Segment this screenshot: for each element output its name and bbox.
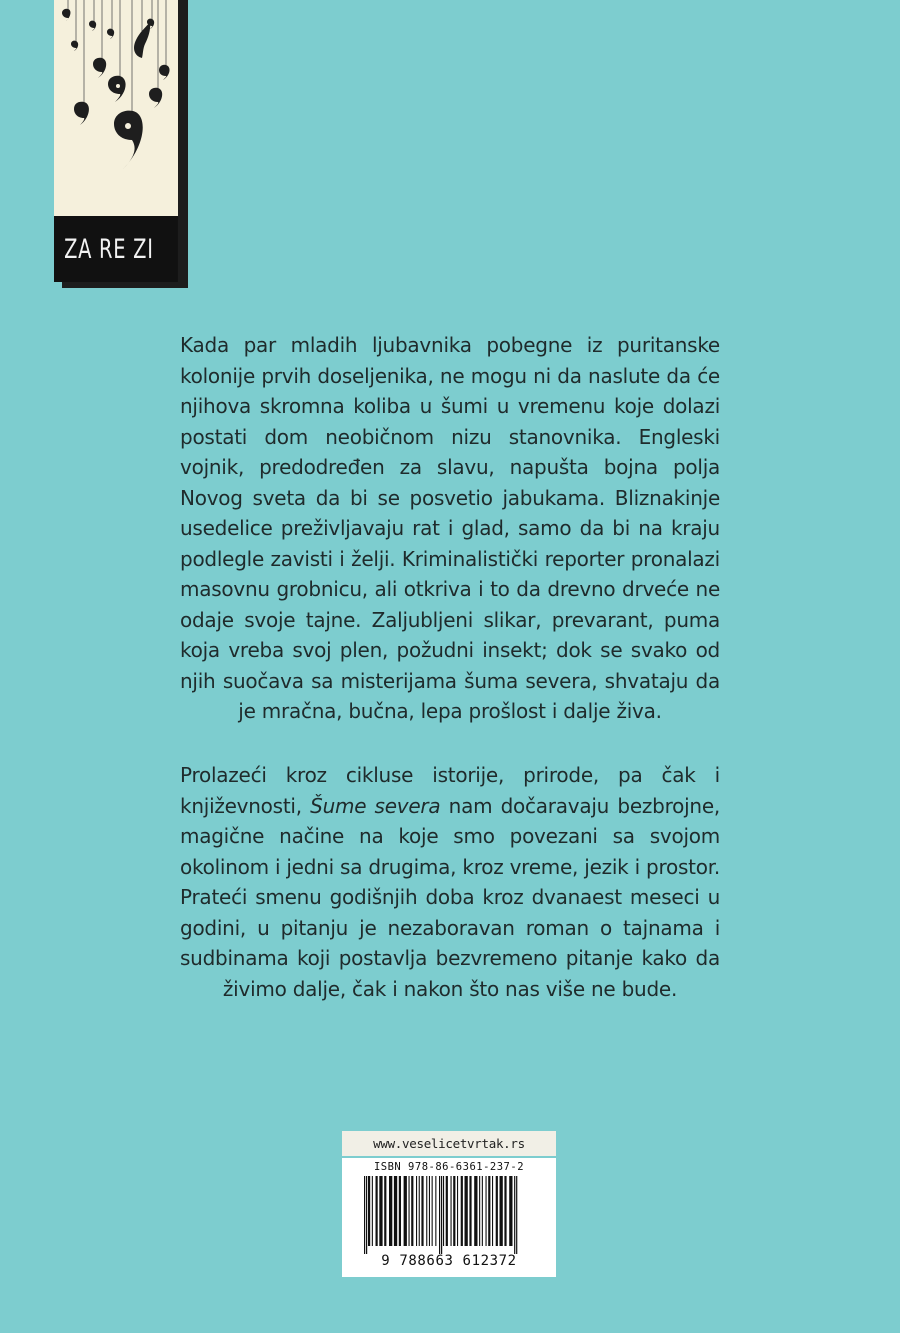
barcode-guard-bar bbox=[439, 1176, 440, 1254]
barcode-bar bbox=[419, 1176, 420, 1246]
blurb-paragraph-1: Kada par mladih ljubavnika pobegne iz puritanske kolonije prvih doseljenika, ne mogu ni da naslute da će njihova skromna koliba u šumi u vremenu koje dolazi postati dom neobičnom nizu stanovnika. Engleski vojnik, predodređen za slavu, napušta bojna polja Novog sveta da bi se posvetio jabukama. Bliznakinje usedelice preživljavaju rat i glad, samo da bi na kraju podlegle zavisti i želji. Kriminalistički reporter pronalazi masovnu grobnicu, ali otkriva i to da drevno drveće ne odaje svoje tajne. Zaljubljeni slikar, prevarant, puma koja vreba svoj plen, požudni insekt; dok se svako od njih suočava sa misterijama šuma severa, shvataju da je mračna, bučna, lepa prošlost i dalje živa. bbox=[180, 333, 720, 723]
barcode-bar bbox=[411, 1176, 413, 1246]
barcode-bar bbox=[421, 1176, 423, 1246]
barcode-bar bbox=[384, 1176, 386, 1246]
barcode-bar bbox=[399, 1176, 401, 1246]
barcode-bar bbox=[492, 1176, 493, 1246]
barcode-bar bbox=[394, 1176, 397, 1246]
blurb-paragraph-2 bbox=[180, 760, 720, 1004]
barcode-bar bbox=[372, 1176, 373, 1246]
barcode-bar bbox=[451, 1176, 452, 1246]
barcode-bar bbox=[504, 1176, 506, 1246]
barcode-bar bbox=[465, 1176, 468, 1246]
hanging-commas-icon bbox=[54, 0, 178, 216]
barcode-bar bbox=[500, 1176, 503, 1246]
barcode-bar bbox=[486, 1176, 487, 1246]
publisher-url[interactable]: www.veselicetvrtak.rs bbox=[342, 1131, 556, 1156]
barcode-bar bbox=[457, 1176, 458, 1246]
isbn-label: ISBN 978-86-6361-237-2 bbox=[373, 1161, 525, 1173]
barcode-panel bbox=[342, 1158, 556, 1277]
barcode-bar bbox=[416, 1176, 417, 1246]
barcode-bars bbox=[350, 1176, 548, 1254]
barcode-bar bbox=[389, 1176, 392, 1246]
barcode-guard-bar bbox=[366, 1176, 367, 1254]
barcode-bar bbox=[509, 1176, 512, 1246]
barcode-bar bbox=[409, 1176, 410, 1246]
barcode-bar bbox=[376, 1176, 378, 1246]
barcode-guard-bar bbox=[516, 1176, 517, 1254]
barcode-bar bbox=[469, 1176, 471, 1246]
series-label: ZA RE ZI bbox=[54, 216, 178, 282]
barcode-bar bbox=[443, 1176, 444, 1246]
barcode-bar bbox=[435, 1176, 436, 1246]
barcode-bar bbox=[446, 1176, 448, 1246]
barcode-bar bbox=[488, 1176, 490, 1246]
barcode-bar bbox=[368, 1176, 370, 1246]
barcode-guard-bar bbox=[441, 1176, 442, 1254]
barcode-bar bbox=[426, 1176, 427, 1246]
barcode-bar bbox=[453, 1176, 455, 1246]
barcode-guard-bar bbox=[364, 1176, 365, 1254]
barcode-bar bbox=[432, 1176, 433, 1246]
barcode-guard-bar bbox=[514, 1176, 515, 1254]
barcode-bar bbox=[482, 1176, 483, 1246]
barcode-bar bbox=[404, 1176, 407, 1246]
barcode-box bbox=[342, 1131, 556, 1277]
barcode-bar bbox=[496, 1176, 498, 1246]
blurb-paragraph-2-start: Prolazeći kroz cikluse istorije, prirode, pa čak i književnosti, bbox=[180, 763, 720, 818]
book-title: Šume severa bbox=[310, 793, 441, 818]
barcode-bar bbox=[461, 1176, 463, 1246]
blurb-paragraph-2-end: nam dočaravaju bezbrojne, magične načine na koje smo povezani sa svojom okolinom i jedni sa drugima, kroz vreme, jezik i prostor. Prateći smenu godišnjih doba kroz dvanaest meseci u godini, u pitanju je nezaboravan roman o tajnama i sudbinama koji postavlja bezvremeno pitanje kako da živimo dalje, čak i nakon što nas više ne bude. bbox=[180, 793, 720, 1001]
barcode-bar bbox=[379, 1176, 382, 1246]
barcode-digits: 9 788663 612372 bbox=[381, 1253, 517, 1269]
series-badge bbox=[54, 0, 182, 288]
barcode-bar bbox=[474, 1176, 477, 1246]
barcode-bar bbox=[479, 1176, 480, 1246]
barcode-bar bbox=[429, 1176, 430, 1246]
